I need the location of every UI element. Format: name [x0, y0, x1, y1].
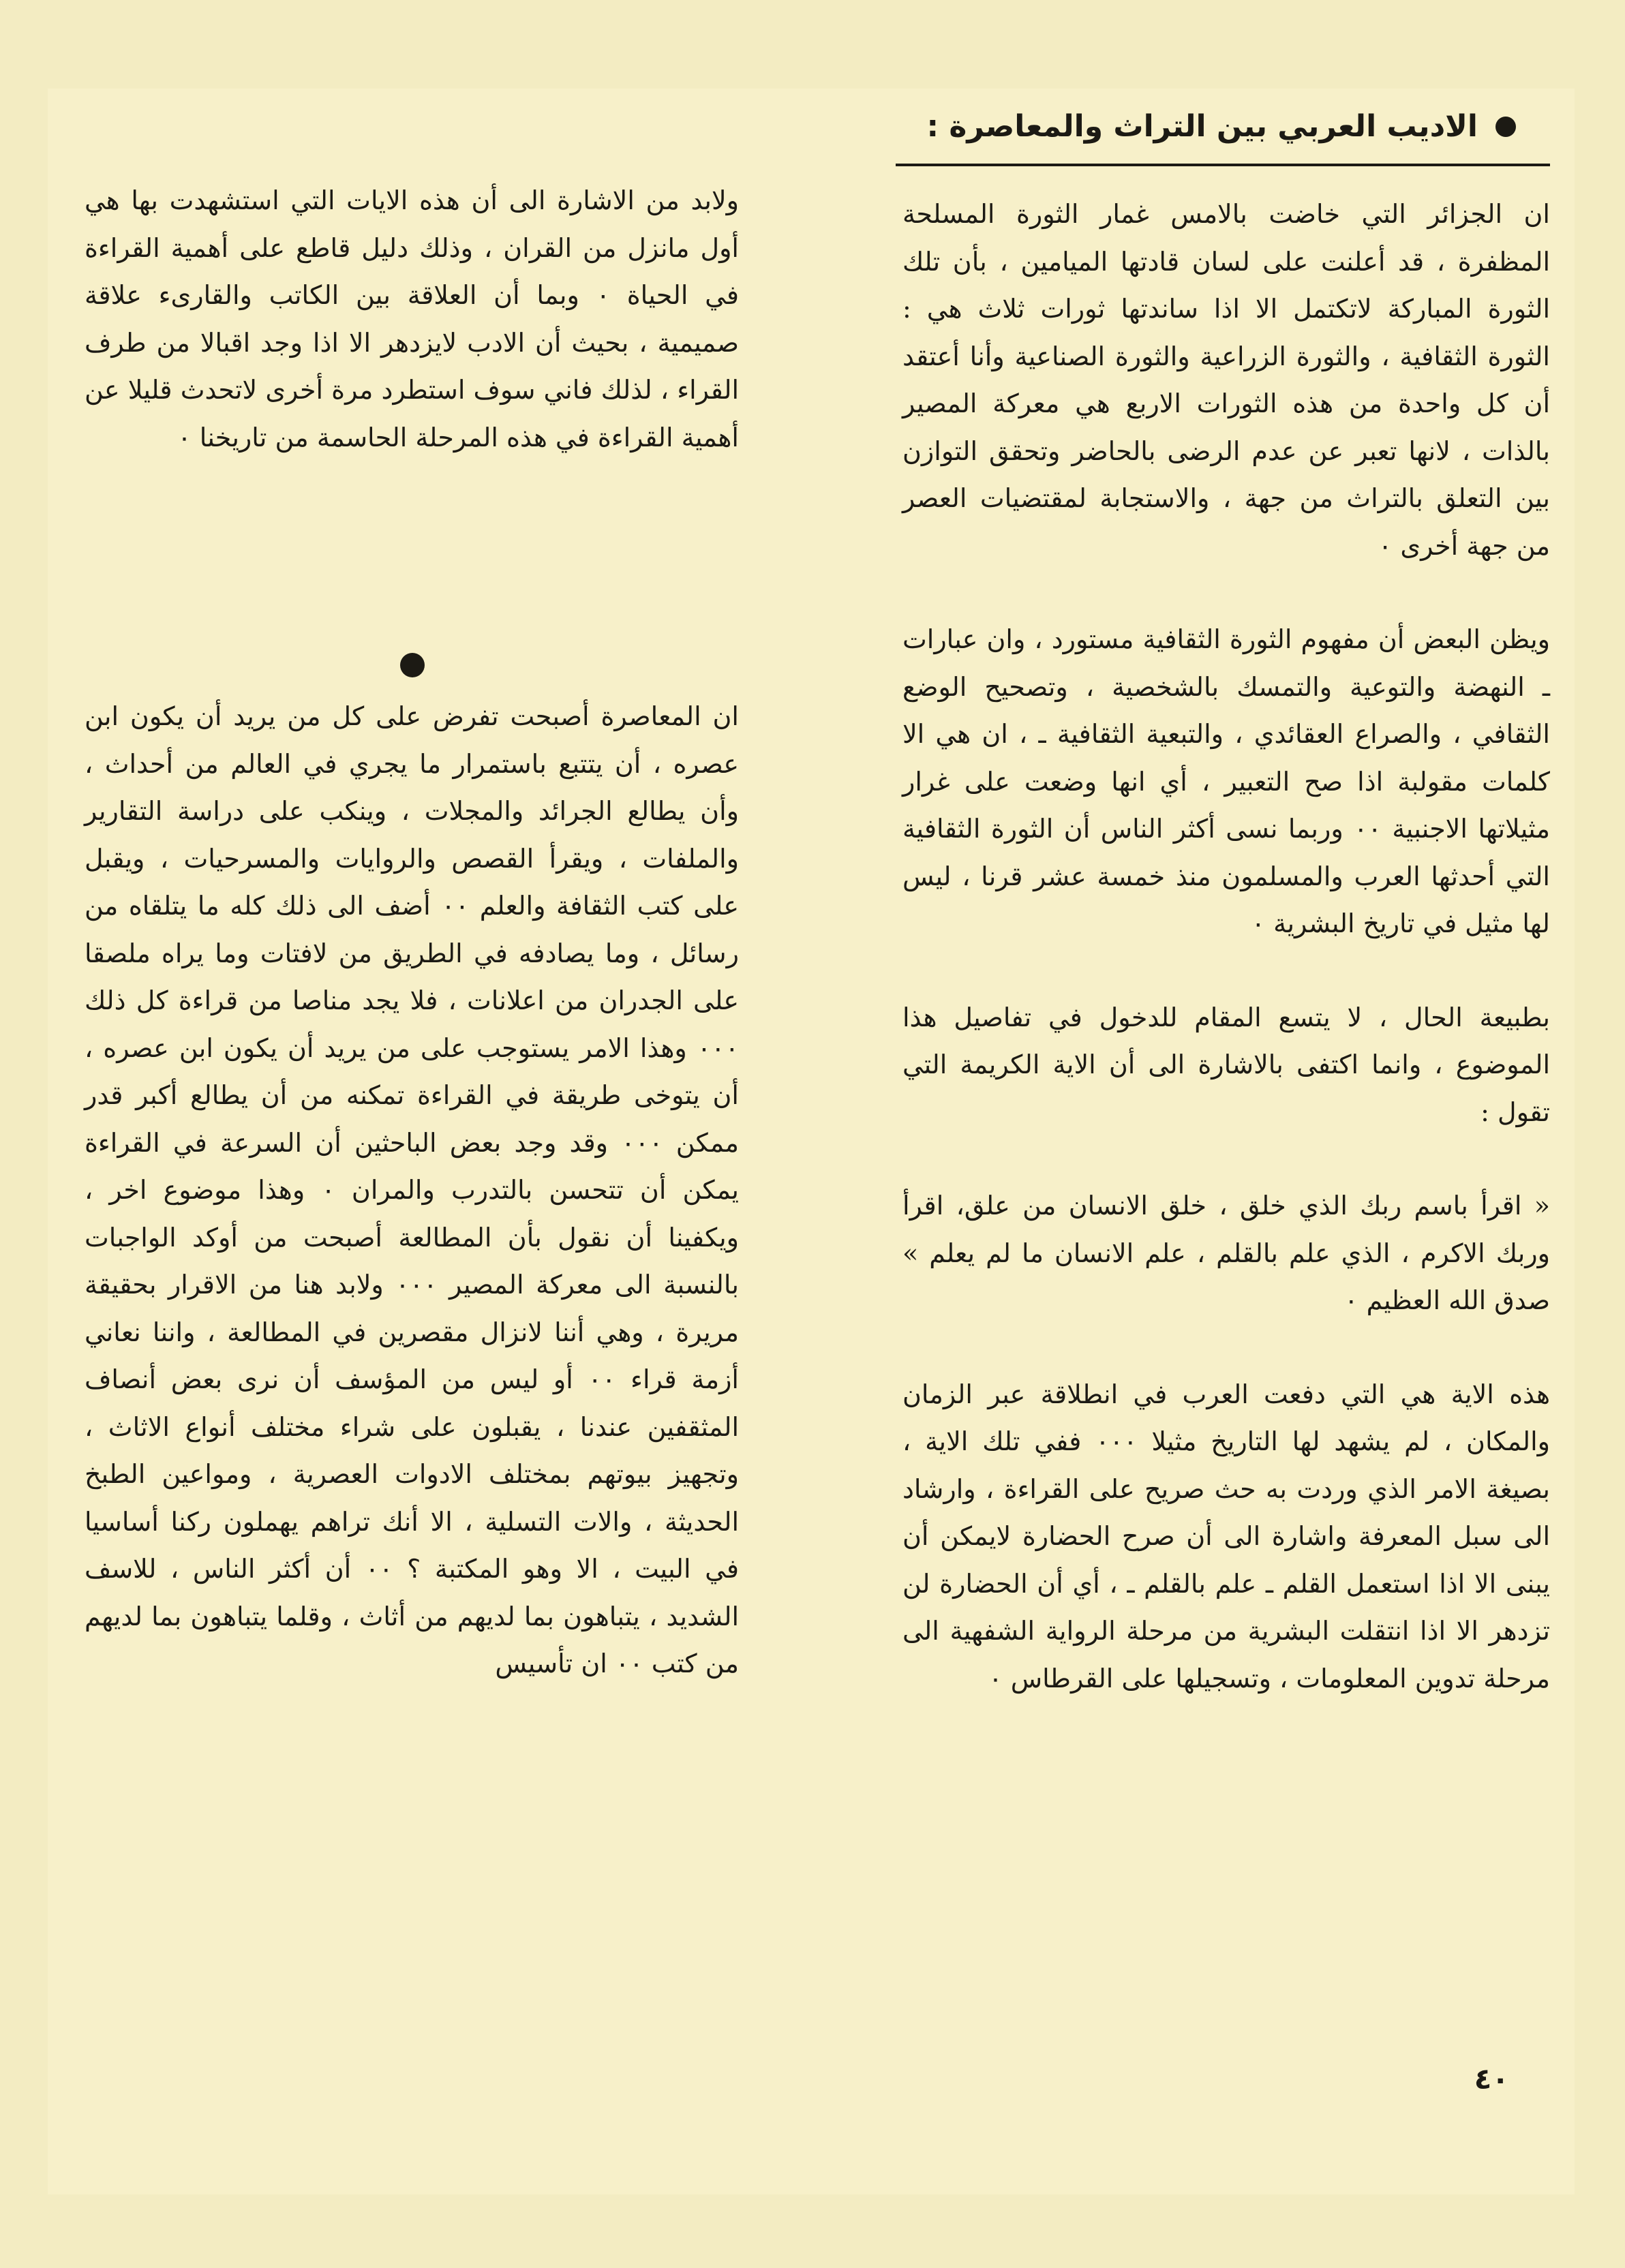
page-number: ٤٠: [1474, 2062, 1509, 2096]
paragraph: ان المعاصرة أصبحت تفرض على كل من يريد أن يكون ابن عصره ، أن يتتبع باستمرار ما يجري في العالم من أحداث ، وأن يطالع الجرائد والمجلات ، وينكب على دراسة التقارير والملفات ، ويقرأ القصص والروايات والمسرحيات ، ويقبل على كتب الثقافة والعلم ٠٠ أضف الى ذلك كله ما يتلقاه من رسائل ، وما يصادفه في الطريق من لافتات وما يراه ملصقا على الجدران من اعلانات ، فلا يجد مناصا من قراءة كل ذلك ٠٠٠ وهذا الامر يستوجب على من يريد أن يكون ابن عصره ، أن يتوخى طريقة في القراءة تمكنه من أن يطالع أكبر قدر ممكن ٠٠٠ وقد وجد بعض الباحثين أن السرعة في القراءة يمكن أن تتحسن بالتدرب والمران ٠ وهذا موضوع اخر ، ويكفينا أن نقول بأن المطالعة أصبحت من أوكد الواجبات بالنسبة الى معركة المصير ٠٠٠ ولابد هنا من الاقرار بحقيقة مريرة ، وهي أننا لانزال مقصرين في المطالعة ، واننا نعاني أزمة قراء ٠٠ أو ليس من المؤسف أن نرى بعض أنصاف المثقفين عندنا ، يقبلون على شراء مختلف أنواع الاثاث ، وتجهيز بيوتهم بمختلف الادوات العصرية ، ومواعين الطبخ الحديثة ، والات التسلية ، الا أنك تراهم يهملون ركنا أساسيا في البيت ، الا وهو المكتبة ؟ ٠٠ أن أكثر الناس ، للاسف الشديد ، يتباهون بما لديهم من أثاث ، وقلما يتباهون بما لديهم من كتب ٠٠ ان تأسيس: [85, 701, 740, 1679]
quran-quote: « اقرأ باسم ربك الذي خلق ، خلق الانسان من علق، اقرأ وربك الاكرم ، الذي علم بالقلم ، علم الانسان ما لم يعلم » صدق الله العظيم ٠: [902, 1191, 1550, 1315]
header-divider: [896, 164, 1550, 166]
left-column: [85, 177, 739, 1688]
paragraph: ان الجزائر التي خاضت بالامس غمار الثورة المسلحة المظفرة ، قد أعلنت على لسان قادتها الميامين ، بأن تلك الثورة المباركة لاتكتمل الا اذا ساندتها ثورات ثلاث هي : الثورة الثقافية ، والثورة الزراعية والثورة الصناعية وأنا أعتقد أن كل واحدة من هذه الثورات الاربع هي معركة المصير بالذات ، لانها تعبر عن عدم الرضى بالحاضر وتحقق التوازن بين التعلق بالتراث من جهة ، والاستجابة لمقتضيات العصر من جهة أخرى ٠: [902, 199, 1550, 561]
paragraph: بطبيعة الحال ، لا يتسع المقام للدخول في تفاصيل هذا الموضوع ، وانما اكتفى بالاشارة الى أن الاية الكريمة التي تقول :: [902, 1002, 1550, 1127]
paragraph: هذه الاية هي التي دفعت العرب في انطلاقة عبر الزمان والمكان ، لم يشهد لها التاريخ مثيلا ٠٠٠ ففي تلك الاية ، بصيغة الامر الذي وردت به حث صريح على القراءة ، وارشاد الى سبل المعرفة واشارة الى أن صرح الحضارة لايمكن أن يبنى الا اذا استعمل القلم ـ علم بالقلم ـ ، أي أن الحضارة لن تزدهر الا اذا انتقلت البشرية من مرحلة الرواية الشفهية الى مرحلة تدوين المعلومات ، وتسجيلها على القرطاس ٠: [902, 1379, 1550, 1694]
paragraph: ويظن البعض أن مفهوم الثورة الثقافية مستورد ، وان عبارات ـ النهضة والتوعية والتمسك بالشخصية ، وتصحيح الوضع الثقافي ، والصراع العقائدي ، والتبعية الثقافية ـ ، ان هي الا كلمات مقولبة اذا صح التعبير ، أي انها وضعت على غرار مثيلاتها الاجنبية ٠٠ وربما نسى أكثر الناس أن الثورة الثقافية التي أحدثها العرب والمسلمون منذ خمسة عشر قرنا ، ليس لها مثيل في تاريخ البشرية ٠: [902, 624, 1550, 938]
section-separator-dot-icon: [400, 653, 425, 677]
right-column: [902, 191, 1550, 1702]
article-header: [926, 109, 1516, 144]
paragraph: ولابد من الاشارة الى أن هذه الايات التي استشهدت بها هي أول مانزل من القران ، وذلك دليل قاطع على أهمية القراءة في الحياة ٠ وبما أن العلاقة بين الكاتب والقارىء علاقة صميمية ، بحيث أن الادب لايزدهر الا اذا وجد اقبالا من طرف القراء ، لذلك فاني سوف استطرد مرة أخرى لاتحدث قليلا عن أهمية القراءة في هذه المرحلة الحاسمة من تاريخنا ٠: [85, 185, 739, 453]
article-title: الاديب العربي بين التراث والمعاصرة :: [926, 109, 1478, 144]
header-bullet-icon: [1495, 117, 1516, 137]
